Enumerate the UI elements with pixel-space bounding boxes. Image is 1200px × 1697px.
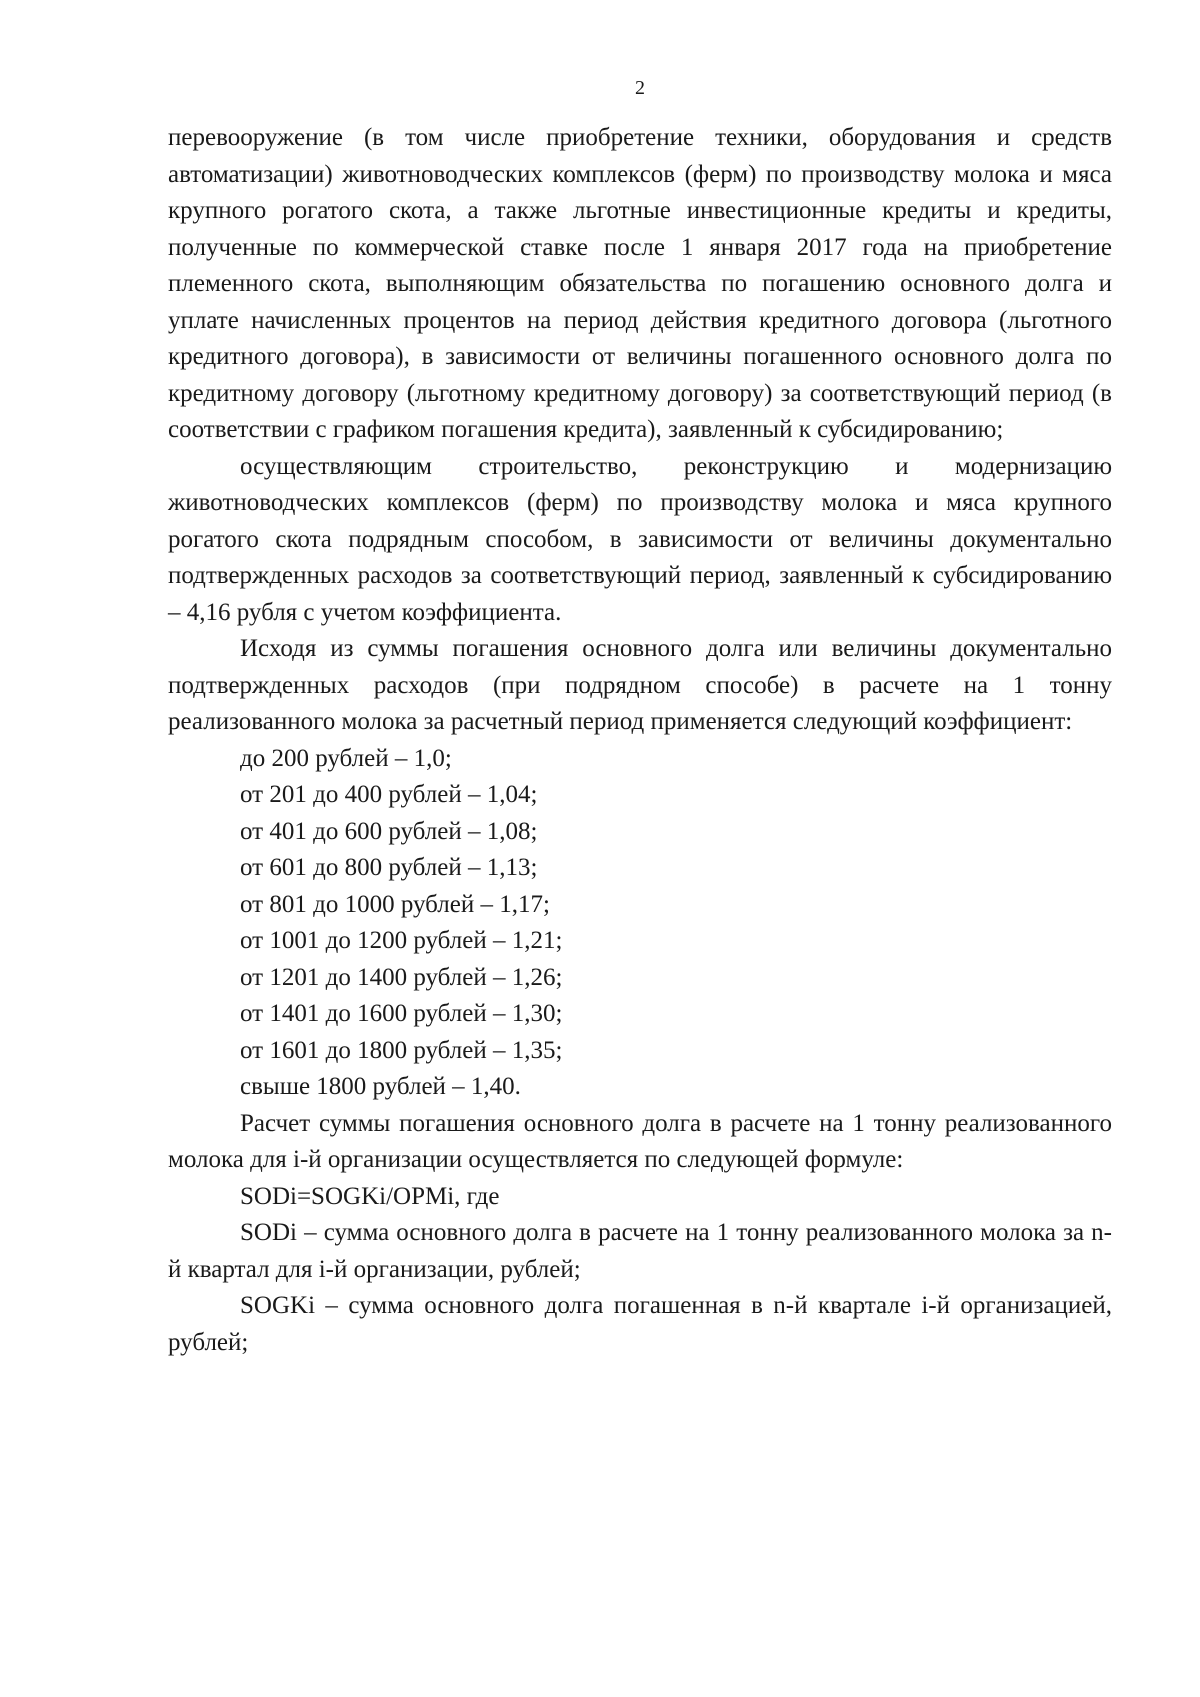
paragraph-construction-subsidy: осуществляющим строительство, реконструкцию и модернизацию животноводческих комплексов (ферм) по производству молока и мяса крупного рогатого скота подрядным способом, в зависимости от величины документально подтвержденных расходов за соответствующий период, заявленный к субсидированию – 4,16 рубля с учетом коэффициента. [168, 452, 1112, 626]
list-item: от 1201 до 1400 рублей – 1,26; [240, 963, 563, 991]
formula: SODi=SOGKi/OPMi, где [240, 1182, 500, 1210]
paragraph-formula-intro: Расчет суммы погашения основного долга в расчете на 1 тонну реализованного молока для i-й организации осуществляется по следующей формуле: [168, 1109, 1112, 1173]
document-body [168, 120, 1112, 1361]
definition-sogki: SOGKi – сумма основного долга погашенная в n-й квартале i-й организацией, рублей; [168, 1292, 1112, 1356]
coefficient-list [168, 741, 1112, 1106]
list-item: от 401 до 600 рублей – 1,08; [240, 817, 538, 845]
definition-sodi: SODi – сумма основного долга в расчете на 1 тонну реализованного молока за n-й квартал для i-й организации, рублей; [168, 1219, 1112, 1283]
paragraph-refinancing-terms: перевооружение (в том числе приобретение техники, оборудования и средств автоматизации) животноводческих комплексов (ферм) по производству молока и мяса крупного рогатого скота, а также льготные инвестиционные кредиты и кредиты, полученные по коммерческой ставке после 1 января 2017 года на приобретение племенного скота, выполняющим обязательства по погашению основного долга и уплате начисленных процентов на период действия кредитного договора (льготного кредитного договора), в зависимости от величины погашенного основного долга по кредитному договору (льготному кредитному договору) за соответствующий период (в соответствии с графиком погашения кредита), заявленный к субсидированию; [168, 124, 1112, 443]
list-item: свыше 1800 рублей – 1,40. [240, 1073, 521, 1100]
list-item: от 201 до 400 рублей – 1,04; [240, 781, 538, 808]
list-item: от 1401 до 1600 рублей – 1,30; [240, 1000, 563, 1027]
list-item: от 1001 до 1200 рублей – 1,21; [240, 927, 563, 954]
paragraph-coefficient-intro: Исходя из суммы погашения основного долга или величины документально подтвержденных расходов (при подрядном способе) в расчете на 1 тонну реализованного молока за расчетный период применяется следующий коэффициент: [168, 635, 1112, 735]
list-item: от 601 до 800 рублей – 1,13; [240, 854, 538, 881]
list-item: от 1601 до 1800 рублей – 1,35; [240, 1036, 563, 1064]
list-item: от 801 до 1000 рублей – 1,17; [240, 890, 550, 918]
list-item: до 200 рублей – 1,0; [240, 744, 452, 772]
page-number: 2 [635, 77, 645, 99]
